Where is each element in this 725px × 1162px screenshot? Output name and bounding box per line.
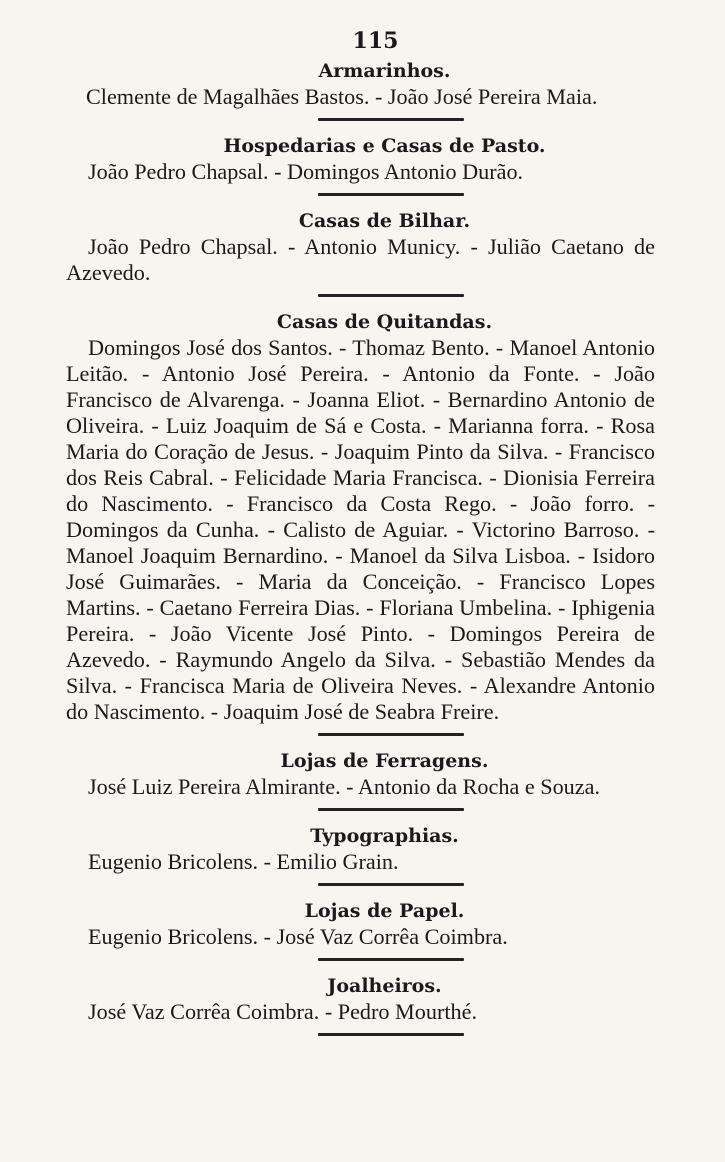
section-text: João Pedro Chapsal. - Domingos Antonio Durão. [88,159,524,184]
section-divider [318,193,464,196]
section-text: Eugenio Bricolens. - José Vaz Corrêa Coimbra. [88,924,508,949]
section-text: José Vaz Corrêa Coimbra. - Pedro Mourthé. [88,999,478,1024]
section-bilhar [66,208,655,286]
section-heading: Armarinhos. [318,60,451,82]
section-divider [318,958,464,961]
section-heading: Lojas de Papel. [304,900,465,922]
section-heading: Hospedarias e Casas de Pasto. [223,135,546,157]
section-divider [318,808,464,811]
section-quitandas [66,309,655,725]
section-joalheiros [66,973,655,1025]
section-text: João Pedro Chapsal. - Antonio Municy. - Julião Caetano de Azevedo. [66,234,655,285]
section-heading: Casas de Quitandas. [276,311,493,333]
section-text: Domingos José dos Santos. - Thomaz Bento. - Manoel Antonio Leitão. - Antonio José Pereira. - Antonio da Fonte. - João Francisco de Alvarenga. - Joanna Eliot. - Bernardino Antonio de Oliveira. - Luiz Joaquim de Sá e Costa. - Marianna forra. - Rosa Maria do Coração de Jesus. - Joaquim Pinto da Silva. - Francisco dos Reis Cabral. - Felicidade Maria Francisca. - Dionisia Ferreira do Nascimento. - Francisco da Costa Rego. - João forro. - Domingos da Cunha. - Calisto de Aguiar. - Victorino Barroso. - Manoel Joaquim Bernardino. - Manoel da Silva Lisboa. - Isidoro José Guimarães. - Maria da Conceição. - Francisco Lopes Martins. - Caetano Ferreira Dias. - Floriana Umbelina. - Iphigenia Pereira. - João Vicente José Pinto. - Domingos Pereira de Azevedo. - Raymundo Angelo da Silva. - Sebastião Mendes da Silva. - Francisca Maria de Oliveira Neves. - Alexandre Antonio do Nascimento. - Joaquim José de Seabra Freire. [66,335,655,724]
section-heading: Lojas de Ferragens. [280,750,489,772]
section-armarinhos [66,58,655,110]
section-papel [66,898,655,950]
section-text: Eugenio Bricolens. - Emilio Grain. [88,849,399,874]
section-text: Clemente de Magalhães Bastos. - João José Pereira Maia. [86,84,598,109]
section-divider [318,883,464,886]
section-heading: Typographias. [310,825,459,847]
section-divider [318,1033,464,1036]
section-typographias [66,823,655,875]
section-ferragens [66,748,655,800]
section-divider [318,118,464,121]
page-number: 115 [352,28,399,54]
section-heading: Joalheiros. [327,975,442,997]
section-divider [318,294,464,297]
section-hospedarias [66,133,655,185]
section-text: José Luiz Pereira Almirante. - Antonio da Rocha e Souza. [88,774,601,799]
section-divider [318,733,464,736]
section-heading: Casas de Bilhar. [298,210,471,232]
